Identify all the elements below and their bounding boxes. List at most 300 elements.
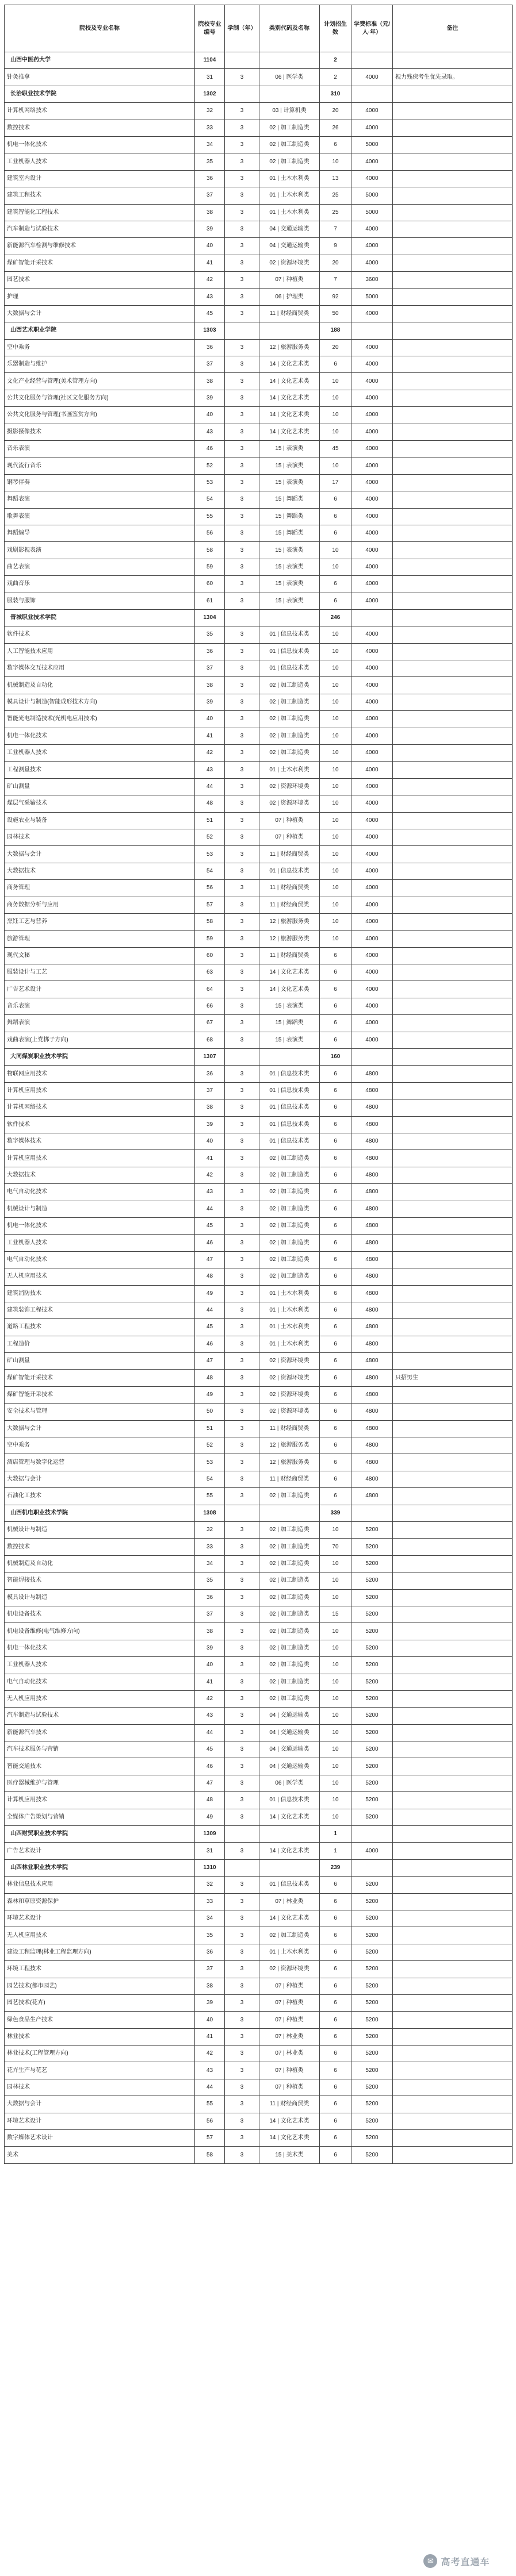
cell-fee: 5200 [351,1994,393,2011]
cell-plan: 10 [320,812,351,829]
cell-name: 商务数据分析与应用 [5,897,195,913]
table-header-row [5,5,513,52]
cell-name: 软件技术 [5,1116,195,1133]
cell-cat: 01 | 土木水利类 [259,1336,320,1352]
cell-years: 3 [225,1420,259,1437]
cell-fee: 4000 [351,677,393,694]
cell-years: 3 [225,204,259,221]
cell-fee: 4000 [351,1843,393,1859]
cell-name: 机电一体化技术 [5,1640,195,1656]
header-plan: 计划招生数 [320,5,351,52]
cell-cat: 02 | 加工制造类 [259,1235,320,1251]
cell-fee: 4800 [351,1386,393,1403]
cell-code: 52 [195,457,225,474]
cell-note [393,1201,513,1217]
cell-name: 园艺技术(都市园艺) [5,1978,195,1994]
cell-name: 机电一体化技术 [5,1217,195,1234]
cell-years: 3 [225,120,259,136]
cell-plan: 70 [320,1539,351,1555]
cell-cat: 02 | 加工制造类 [259,1927,320,1944]
cell-code: 46 [195,1336,225,1352]
cell-name: 模具设计与制造(智能成形技术方向) [5,694,195,710]
cell-note [393,86,513,102]
cell-plan: 10 [320,153,351,170]
cell-plan: 10 [320,1640,351,1656]
school-row [5,1049,513,1066]
cell-years: 3 [225,1724,259,1741]
cell-name: 大数据与会计 [5,1471,195,1487]
table-row [5,1217,513,1234]
cell-code: 58 [195,2147,225,2163]
cell-name: 空中乘务 [5,339,195,356]
cell-note [393,1285,513,1302]
cell-plan: 10 [320,880,351,897]
cell-cat: 14 | 文化艺术类 [259,2113,320,2129]
cell-name: 无人机应用技术 [5,1268,195,1285]
cell-note [393,1268,513,1285]
cell-years: 3 [225,643,259,660]
cell-code: 44 [195,1201,225,1217]
header-fee: 学费标准（元/人·年） [351,5,393,52]
cell-years: 3 [225,728,259,744]
cell-name: 道路工程技术 [5,1319,195,1336]
cell-cat: 02 | 资源环境类 [259,795,320,812]
cell-fee: 4800 [351,1082,393,1099]
cell-name: 智能交通技术 [5,1758,195,1775]
cell-name: 工业机器人技术 [5,153,195,170]
cell-note [393,593,513,609]
cell-name: 工业机器人技术 [5,745,195,762]
cell-code: 41 [195,1150,225,1167]
cell-fee: 5200 [351,1792,393,1809]
table-row [5,1539,513,1555]
table-row [5,187,513,204]
cell-plan: 6 [320,1116,351,1133]
cell-note [393,880,513,897]
table-row [5,981,513,998]
cell-name: 现代文秘 [5,947,195,964]
cell-name: 计算机应用技术 [5,1792,195,1809]
cell-name: 新能源汽车技术 [5,1724,195,1741]
cell-code: 1304 [195,609,225,626]
cell-cat: 02 | 加工制造类 [259,1150,320,1167]
cell-note [393,1775,513,1791]
cell-note [393,1302,513,1318]
cell-code: 47 [195,1251,225,1268]
cell-name: 大数据技术 [5,1167,195,1183]
cell-code: 1308 [195,1505,225,1521]
table-row [5,728,513,744]
cell-name: 汽车技术服务与营销 [5,1741,195,1758]
cell-fee: 4000 [351,120,393,136]
cell-name: 钢琴伴奏 [5,474,195,491]
cell-fee: 5200 [351,1539,393,1555]
cell-years: 3 [225,829,259,845]
cell-name: 环境艺术设计 [5,2113,195,2129]
table-row [5,863,513,879]
table-row [5,1302,513,1318]
cell-note [393,542,513,559]
cell-name: 计算机应用技术 [5,1082,195,1099]
cell-plan: 2 [320,69,351,86]
chat-bubble-icon: ✉ [423,2554,437,2568]
cell-note [393,356,513,373]
cell-code: 56 [195,880,225,897]
cell-plan: 6 [320,1437,351,1454]
cell-name: 电气自动化技术 [5,1184,195,1201]
cell-years: 3 [225,407,259,424]
cell-years: 3 [225,525,259,541]
cell-name: 舞蹈表演 [5,491,195,508]
cell-plan: 6 [320,1927,351,1944]
table-row [5,1521,513,1538]
cell-name: 大数据与会计 [5,305,195,322]
cell-years: 3 [225,812,259,829]
cell-note [393,931,513,947]
table-row [5,1268,513,1285]
cell-note [393,1437,513,1454]
cell-years: 3 [225,1961,259,1978]
cell-name: 工程测量技术 [5,762,195,778]
cell-cat: 01 | 土木水利类 [259,1285,320,1302]
table-row [5,2062,513,2079]
cell-plan: 20 [320,339,351,356]
cell-fee: 4000 [351,981,393,998]
cell-note [393,52,513,69]
table-row [5,1708,513,1724]
cell-fee: 5200 [351,2062,393,2079]
cell-years: 3 [225,1015,259,1032]
cell-note [393,1015,513,1032]
cell-plan: 6 [320,1893,351,1910]
cell-fee: 4800 [351,1184,393,1201]
cell-years: 3 [225,1606,259,1623]
cell-code: 32 [195,103,225,120]
table-row [5,880,513,897]
cell-code: 48 [195,1792,225,1809]
cell-fee: 4000 [351,356,393,373]
cell-note [393,1826,513,1843]
cell-note [393,1116,513,1133]
cell-cat: 02 | 加工制造类 [259,745,320,762]
cell-fee: 4800 [351,1370,393,1386]
cell-years [225,1826,259,1843]
cell-note [393,1099,513,1116]
cell-note: 只招男生 [393,1370,513,1386]
cell-fee: 4000 [351,913,393,930]
cell-plan: 10 [320,745,351,762]
cell-plan: 10 [320,457,351,474]
cell-note [393,1420,513,1437]
cell-note [393,1927,513,1944]
cell-cat: 02 | 加工制造类 [259,728,320,744]
cell-years: 3 [225,1285,259,1302]
table-row [5,440,513,457]
cell-cat [259,52,320,69]
cell-years: 3 [225,2012,259,2028]
cell-code: 33 [195,1893,225,1910]
cell-fee: 5200 [351,1978,393,1994]
cell-name: 山西中医药大学 [5,52,195,69]
cell-note [393,1859,513,1876]
cell-note [393,1505,513,1521]
cell-fee: 4800 [351,1285,393,1302]
cell-cat: 14 | 文化艺术类 [259,373,320,390]
cell-fee [351,322,393,339]
table-row [5,457,513,474]
cell-years: 3 [225,947,259,964]
cell-name: 煤矿智能开采技术 [5,1386,195,1403]
cell-code: 64 [195,981,225,998]
table-row [5,694,513,710]
cell-name: 数字媒体交互技术应用 [5,660,195,677]
table-row [5,2079,513,2096]
cell-years: 3 [225,897,259,913]
cell-note: 视力残疾考生优先录取。 [393,69,513,86]
table-row [5,1032,513,1048]
cell-plan: 6 [320,2113,351,2129]
cell-years: 3 [225,1032,259,1048]
school-row [5,322,513,339]
cell-name: 建筑工程技术 [5,187,195,204]
cell-name: 大同煤炭职业技术学院 [5,1049,195,1066]
cell-fee: 5200 [351,1944,393,1960]
cell-note [393,238,513,255]
cell-plan: 6 [320,1150,351,1167]
table-row [5,1082,513,1099]
cell-code: 42 [195,2046,225,2062]
table-row [5,1386,513,1403]
table-row [5,1336,513,1352]
cell-note [393,1910,513,1927]
table-body [5,52,513,2164]
cell-code: 38 [195,204,225,221]
cell-code: 35 [195,626,225,643]
cell-name: 煤矿智能开采技术 [5,1370,195,1386]
table-row [5,1150,513,1167]
cell-years: 3 [225,1235,259,1251]
cell-note [393,204,513,221]
table-row [5,711,513,728]
cell-years: 3 [225,1539,259,1555]
cell-plan: 92 [320,289,351,305]
cell-fee: 4800 [351,1268,393,1285]
cell-fee: 4000 [351,812,393,829]
cell-cat: 07 | 林业类 [259,2028,320,2045]
cell-cat: 01 | 信息技术类 [259,660,320,677]
cell-note [393,1994,513,2011]
cell-fee: 5200 [351,1961,393,1978]
cell-cat: 01 | 信息技术类 [259,1066,320,1082]
cell-name: 机电设备技术 [5,1606,195,1623]
cell-fee: 4000 [351,559,393,575]
cell-years: 3 [225,2130,259,2147]
cell-code: 36 [195,643,225,660]
cell-name: 电气自动化技术 [5,1251,195,1268]
cell-code: 40 [195,711,225,728]
cell-code: 42 [195,1690,225,1707]
cell-code: 43 [195,289,225,305]
cell-name: 机电设备维修(电气维修方向) [5,1623,195,1640]
cell-cat: 12 | 旅游服务类 [259,913,320,930]
cell-code: 42 [195,1167,225,1183]
cell-fee: 4800 [351,1420,393,1437]
cell-code: 36 [195,339,225,356]
cell-name: 数字媒体艺术设计 [5,2130,195,2147]
cell-note [393,1488,513,1505]
cell-code: 39 [195,694,225,710]
cell-fee: 5200 [351,2079,393,2096]
cell-code: 54 [195,491,225,508]
cell-plan: 6 [320,2028,351,2045]
cell-note [393,1809,513,1825]
cell-cat: 14 | 文化艺术类 [259,981,320,998]
cell-years: 3 [225,880,259,897]
cell-code: 37 [195,1961,225,1978]
cell-cat: 01 | 土木水利类 [259,1319,320,1336]
cell-plan: 6 [320,2079,351,2096]
table-row [5,1843,513,1859]
table-row [5,289,513,305]
school-row [5,52,513,69]
cell-fee: 4000 [351,778,393,795]
cell-note [393,643,513,660]
table-row [5,1741,513,1758]
cell-fee [351,86,393,102]
school-row [5,609,513,626]
cell-note [393,711,513,728]
cell-code: 38 [195,1623,225,1640]
cell-cat: 02 | 加工制造类 [259,1555,320,1572]
cell-years: 3 [225,1623,259,1640]
cell-code: 38 [195,373,225,390]
cell-name: 环境工程技术 [5,1961,195,1978]
cell-note [393,1251,513,1268]
table-row [5,221,513,237]
table-row [5,1910,513,1927]
cell-plan: 6 [320,508,351,525]
cell-code: 49 [195,1386,225,1403]
cell-name: 模具设计与制造 [5,1589,195,1606]
cell-years: 3 [225,1893,259,1910]
cell-plan: 6 [320,1319,351,1336]
cell-fee: 4800 [351,1488,393,1505]
cell-years: 3 [225,356,259,373]
cell-code: 1307 [195,1049,225,1066]
cell-cat: 14 | 文化艺术类 [259,390,320,406]
cell-name: 乐器制造与维护 [5,356,195,373]
cell-cat: 01 | 土木水利类 [259,204,320,221]
cell-years: 3 [225,981,259,998]
cell-name: 绿色食品生产技术 [5,2012,195,2028]
cell-name: 建筑室内设计 [5,170,195,187]
cell-cat: 02 | 加工制造类 [259,1217,320,1234]
cell-name: 石油化工技术 [5,1488,195,1505]
cell-code: 53 [195,846,225,863]
cell-plan: 10 [320,1708,351,1724]
cell-plan: 188 [320,322,351,339]
cell-code: 50 [195,1404,225,1420]
cell-name: 全媒体广告策划与营销 [5,1809,195,1825]
cell-plan: 6 [320,947,351,964]
cell-cat: 14 | 文化艺术类 [259,2130,320,2147]
table-row [5,339,513,356]
table-row [5,1471,513,1487]
cell-years: 3 [225,998,259,1014]
cell-note [393,1319,513,1336]
table-row [5,1015,513,1032]
cell-cat: 12 | 旅游服务类 [259,1437,320,1454]
cell-fee: 4800 [351,1251,393,1268]
cell-fee: 5200 [351,1910,393,1927]
cell-plan: 6 [320,1420,351,1437]
cell-cat: 11 | 财经商贸类 [259,897,320,913]
cell-note [393,2012,513,2028]
cell-code: 42 [195,272,225,289]
cell-note [393,863,513,879]
cell-years [225,609,259,626]
table-row [5,1589,513,1606]
cell-cat: 01 | 信息技术类 [259,643,320,660]
cell-code: 45 [195,1217,225,1234]
cell-years: 3 [225,745,259,762]
cell-fee: 5000 [351,289,393,305]
cell-note [393,2046,513,2062]
cell-name: 音乐表演 [5,440,195,457]
cell-code: 60 [195,947,225,964]
admission-plan-table [4,5,513,2164]
cell-fee: 4000 [351,660,393,677]
table-row [5,1961,513,1978]
table-row [5,931,513,947]
cell-cat: 02 | 加工制造类 [259,1167,320,1183]
cell-fee: 4800 [351,1302,393,1318]
cell-name: 电气自动化技术 [5,1674,195,1690]
cell-note [393,1623,513,1640]
cell-name: 林业技术 [5,2028,195,2045]
table-row [5,1251,513,1268]
cell-name: 机电一体化技术 [5,136,195,153]
cell-cat: 01 | 信息技术类 [259,1082,320,1099]
cell-note [393,2096,513,2113]
cell-years: 3 [225,440,259,457]
cell-fee: 4000 [351,931,393,947]
cell-fee: 4000 [351,339,393,356]
cell-cat: 02 | 加工制造类 [259,1251,320,1268]
cell-years: 3 [225,272,259,289]
cell-code: 36 [195,1589,225,1606]
cell-code: 61 [195,593,225,609]
cell-name: 护理 [5,289,195,305]
cell-fee: 4800 [351,1235,393,1251]
cell-code: 35 [195,1927,225,1944]
cell-cat: 02 | 加工制造类 [259,1539,320,1555]
table-row [5,1758,513,1775]
cell-note [393,2130,513,2147]
cell-cat: 07 | 种植类 [259,1978,320,1994]
cell-note [393,1640,513,1656]
cell-note [393,1217,513,1234]
cell-name: 机械制造及自动化 [5,677,195,694]
table-row [5,1724,513,1741]
cell-plan: 10 [320,407,351,424]
cell-note [393,1471,513,1487]
cell-name: 现代流行音乐 [5,457,195,474]
cell-plan: 6 [320,2012,351,2028]
cell-note [393,1741,513,1758]
cell-years: 3 [225,863,259,879]
cell-note [393,1032,513,1048]
